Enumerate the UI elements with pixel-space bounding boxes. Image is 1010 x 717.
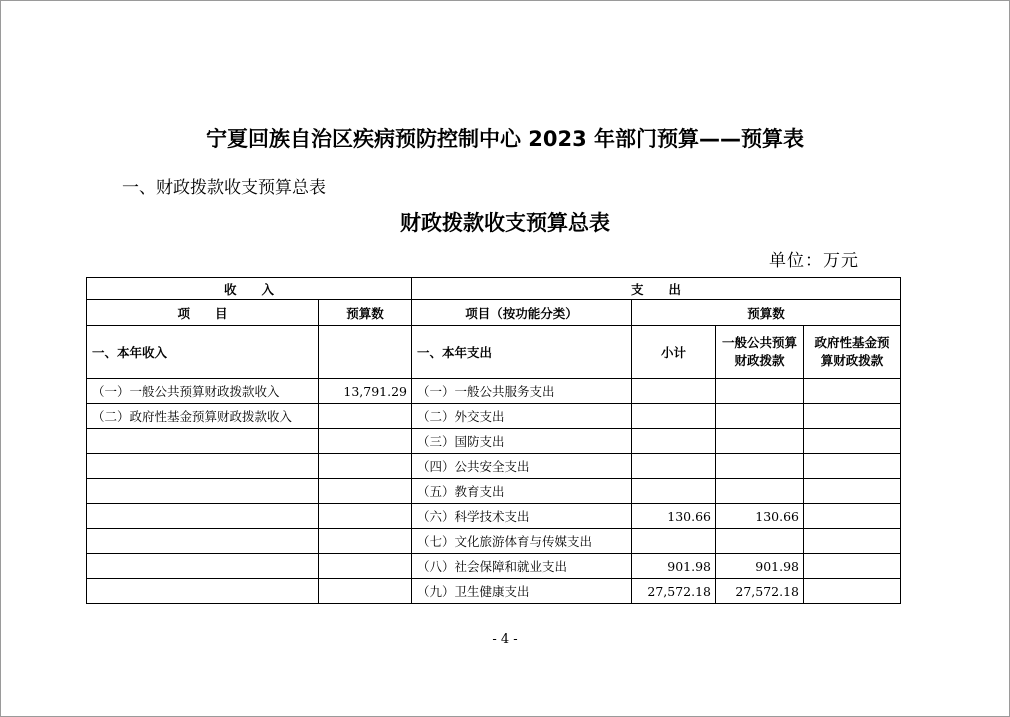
fund-budget-cell xyxy=(804,379,901,404)
expense-item-cell: （四）公共安全支出 xyxy=(412,454,632,479)
item-header: 项 目 xyxy=(87,300,319,326)
table-row xyxy=(87,529,901,554)
income-amount-cell xyxy=(319,554,412,579)
fund-budget-cell xyxy=(804,579,901,604)
gov-fund-budget-header: 政府性基金预算财政拨款 xyxy=(804,326,901,379)
income-amount-cell xyxy=(319,404,412,429)
income-item-cell xyxy=(87,579,319,604)
table-row xyxy=(87,554,901,579)
header-row-group xyxy=(87,278,901,300)
expense-total-label: 一、本年支出 xyxy=(412,326,632,379)
table-row xyxy=(87,454,901,479)
expense-budget-header: 预算数 xyxy=(632,300,901,326)
expense-item-cell: （八）社会保障和就业支出 xyxy=(412,554,632,579)
subtotal-cell xyxy=(632,479,716,504)
fund-budget-cell xyxy=(804,554,901,579)
table-row xyxy=(87,404,901,429)
expense-item-cell: （五）教育支出 xyxy=(412,479,632,504)
income-amount-cell xyxy=(319,579,412,604)
income-amount-cell xyxy=(319,454,412,479)
expense-item-cell: （一）一般公共服务支出 xyxy=(412,379,632,404)
subtotal-cell: 130.66 xyxy=(632,504,716,529)
fund-budget-cell xyxy=(804,479,901,504)
expense-item-cell: （七）文化旅游体育与传媒支出 xyxy=(412,529,632,554)
table-row xyxy=(87,379,901,404)
subtotal-cell xyxy=(632,429,716,454)
expense-item-cell: （二）外交支出 xyxy=(412,404,632,429)
subtotal-cell: 27,572.18 xyxy=(632,579,716,604)
income-item-cell: （二）政府性基金预算财政拨款收入 xyxy=(87,404,319,429)
subtotal-cell xyxy=(632,404,716,429)
subtotal-cell xyxy=(632,454,716,479)
income-amount-cell xyxy=(319,529,412,554)
subtotal-cell: 901.98 xyxy=(632,554,716,579)
expense-item-cell: （六）科学技术支出 xyxy=(412,504,632,529)
subtotal-cell xyxy=(632,379,716,404)
general-budget-cell xyxy=(716,404,804,429)
table-row xyxy=(87,579,901,604)
subtotal-cell xyxy=(632,529,716,554)
income-amount-cell: 13,791.29 xyxy=(319,379,412,404)
general-public-budget-header: 一般公共预算财政拨款 xyxy=(716,326,804,379)
general-budget-cell xyxy=(716,454,804,479)
general-budget-cell xyxy=(716,529,804,554)
income-item-cell xyxy=(87,479,319,504)
fund-budget-cell xyxy=(804,429,901,454)
general-budget-cell: 901.98 xyxy=(716,554,804,579)
income-total-amount xyxy=(319,326,412,379)
fund-budget-cell xyxy=(804,404,901,429)
expense-item-cell: （三）国防支出 xyxy=(412,429,632,454)
header-row-columns xyxy=(87,300,901,326)
income-amount-cell xyxy=(319,479,412,504)
income-amount-cell xyxy=(319,504,412,529)
general-budget-cell xyxy=(716,429,804,454)
fund-budget-cell xyxy=(804,504,901,529)
totals-row xyxy=(87,326,901,379)
general-budget-cell: 27,572.18 xyxy=(716,579,804,604)
income-amount-cell xyxy=(319,429,412,454)
expense-header: 支 出 xyxy=(412,278,901,300)
subtotal-header: 小计 xyxy=(632,326,716,379)
fund-budget-cell xyxy=(804,454,901,479)
item-by-function-header: 项目（按功能分类） xyxy=(412,300,632,326)
table-row xyxy=(87,429,901,454)
income-item-cell xyxy=(87,454,319,479)
table-row xyxy=(87,504,901,529)
general-budget-cell xyxy=(716,379,804,404)
general-budget-cell xyxy=(716,479,804,504)
income-item-cell: （一）一般公共预算财政拨款收入 xyxy=(87,379,319,404)
expense-item-cell: （九）卫生健康支出 xyxy=(412,579,632,604)
table-row xyxy=(87,479,901,504)
unit-label: 单位：万元 xyxy=(769,251,859,271)
table-title: 财政拨款收支预算总表 xyxy=(400,210,610,235)
fund-budget-cell xyxy=(804,529,901,554)
income-item-cell xyxy=(87,554,319,579)
budget-table xyxy=(86,277,901,604)
section-heading: 一、财政拨款收支预算总表 xyxy=(122,178,326,198)
budget-amount-header: 预算数 xyxy=(319,300,412,326)
general-budget-cell: 130.66 xyxy=(716,504,804,529)
income-header: 收 入 xyxy=(87,278,412,300)
income-item-cell xyxy=(87,429,319,454)
income-item-cell xyxy=(87,529,319,554)
page-number: - 4 - xyxy=(492,632,518,647)
income-item-cell xyxy=(87,504,319,529)
income-total-label: 一、本年收入 xyxy=(87,326,319,379)
page-title: 宁夏回族自治区疾病预防控制中心 2023 年部门预算——预算表 xyxy=(205,127,805,151)
